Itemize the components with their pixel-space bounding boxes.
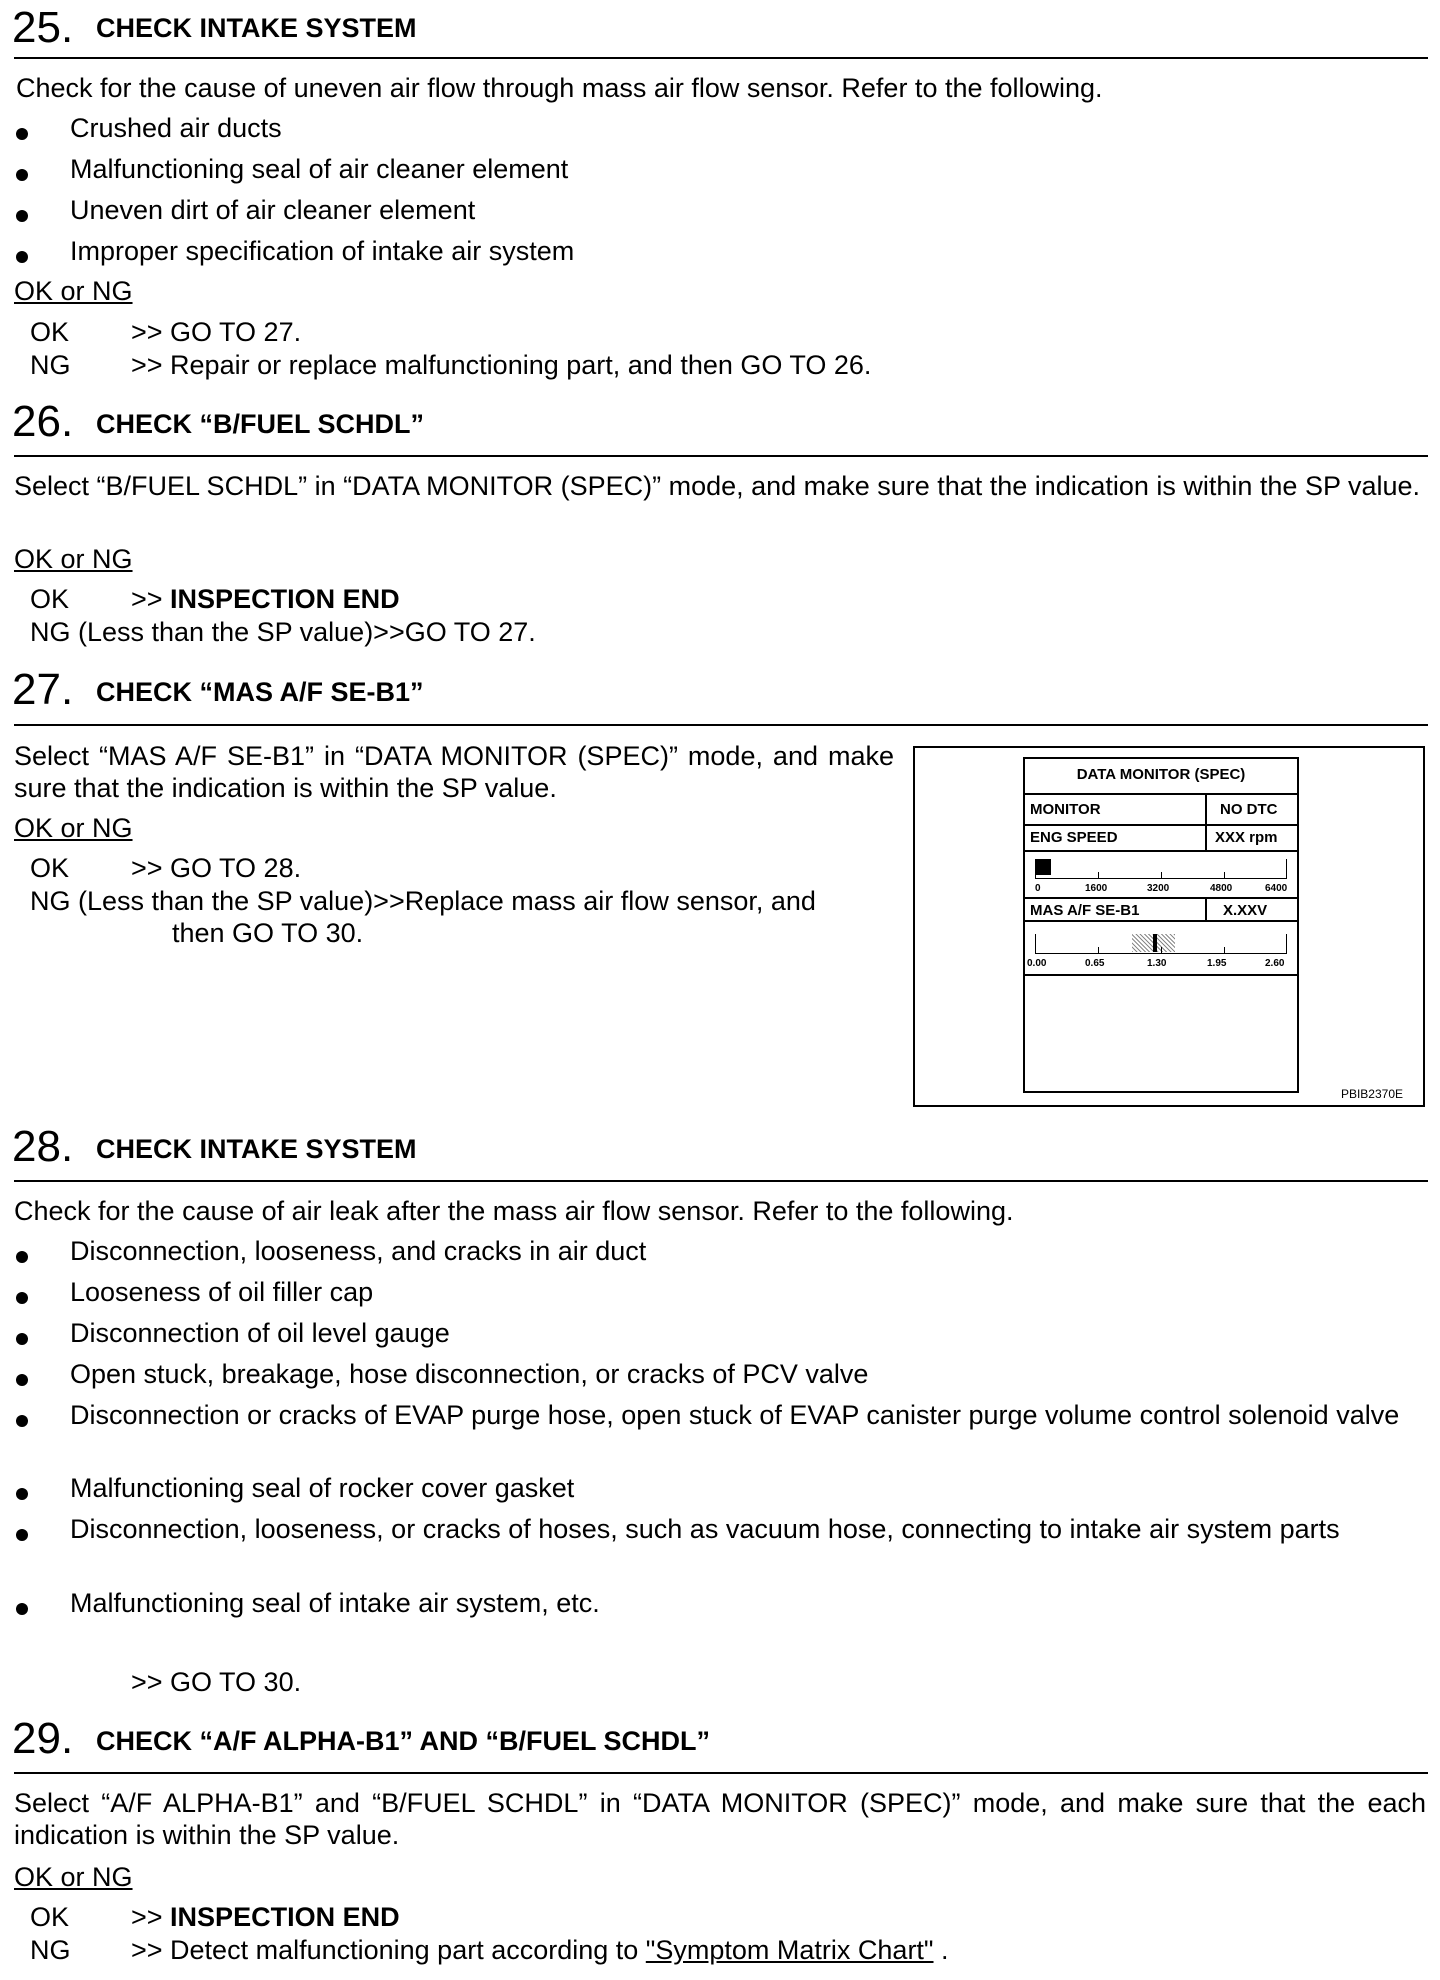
step-26-intro: Select “B/FUEL SCHDL” in “DATA MONITOR (SPEC)” mode, and make sure that the indication is within the SP value. (14, 471, 1421, 501)
list-item: Looseness of oil filler cap (70, 1277, 374, 1307)
ok-result (131, 1901, 400, 1933)
data-monitor-screen (1023, 757, 1299, 1093)
step-26-rule (14, 455, 1428, 457)
eng-speed-gauge (1035, 859, 1287, 879)
ok-or-ng-heading: OK or NG (14, 1862, 133, 1892)
divider (1025, 920, 1297, 922)
ok-or-ng-heading: OK or NG (14, 276, 133, 306)
goto-result: >> GO TO 30. (131, 1667, 302, 1697)
monitor-label: MONITOR (1030, 801, 1101, 818)
list-item: Open stuck, breakage, hose disconnection, or cracks of PCV valve (70, 1359, 869, 1389)
ng-result: >> Repair or replace malfunctioning part, and then GO TO 26. (131, 350, 872, 380)
tick-label: 1.95 (1207, 958, 1227, 969)
ng-suffix: . (933, 1935, 949, 1965)
tick-label: 0 (1035, 883, 1041, 894)
tick-label: 4800 (1210, 883, 1233, 894)
step-28-intro: Check for the cause of air leak after the mass air flow sensor. Refer to the following. (14, 1196, 1014, 1226)
ng-result (131, 1934, 949, 1966)
step-28-rule (14, 1180, 1428, 1182)
step-26-title: CHECK “B/FUEL SCHDL” (96, 409, 425, 439)
bullet-icon (16, 1488, 28, 1500)
inspection-end-text: INSPECTION END (170, 584, 400, 614)
step-29-title: CHECK “A/F ALPHA-B1” AND “B/FUEL SCHDL” (96, 1726, 710, 1756)
ok-label: OK (30, 1902, 70, 1932)
ok-label: OK (30, 853, 70, 883)
bullet-icon (16, 169, 28, 181)
eng-speed-fill (1036, 859, 1051, 875)
list-item: Malfunctioning seal of intake air system, etc. (70, 1588, 600, 1618)
tick-label: 0.00 (1027, 958, 1047, 969)
bullet-icon (16, 1529, 28, 1541)
bullet-icon (16, 1415, 28, 1427)
tick-mark (1098, 947, 1099, 953)
step-25-rule (14, 57, 1428, 59)
ng-prefix: >> Detect malfunctioning part according to (131, 1935, 646, 1965)
tick-label: 2.60 (1265, 958, 1285, 969)
step-27-intro: Select “MAS A/F SE-B1” in “DATA MONITOR (SPEC)” mode, and make sure that the indication is within the SP value. (14, 741, 894, 803)
list-item: Malfunctioning seal of air cleaner element (70, 154, 569, 184)
list-item: Improper specification of intake air system (70, 236, 575, 266)
bullet-icon (16, 1603, 28, 1615)
ok-prefix: >> (131, 1902, 171, 1932)
bullet-icon (16, 1251, 28, 1263)
step-26-number: 26. (12, 397, 74, 446)
maf-marker (1153, 934, 1157, 952)
tick-label: 0.65 (1085, 958, 1105, 969)
ok-result (131, 583, 400, 615)
ok-label: OK (30, 317, 70, 347)
bullet-icon (16, 1333, 28, 1345)
data-monitor-figure (913, 746, 1425, 1107)
ng-result-continued: then GO TO 30. (172, 918, 364, 948)
list-item: Uneven dirt of air cleaner element (70, 195, 476, 225)
list-item: Crushed air ducts (70, 113, 282, 143)
divider (1025, 824, 1297, 826)
bullet-icon (16, 1292, 28, 1304)
tick-mark (1224, 947, 1225, 953)
list-item: Disconnection, looseness, and cracks in air duct (70, 1236, 647, 1266)
step-29-intro: Select “A/F ALPHA-B1” and “B/FUEL SCHDL” in “DATA MONITOR (SPEC)” mode, and make sure that the each indication is within the SP value. (14, 1788, 1426, 1850)
ok-prefix: >> (131, 584, 171, 614)
figure-header: DATA MONITOR (SPEC) (1076, 766, 1246, 783)
bullet-icon (16, 128, 28, 140)
eng-speed-value: XXX rpm (1215, 829, 1278, 846)
divider (1025, 897, 1297, 899)
tick-label: 1600 (1085, 883, 1108, 894)
figure-code: PBIB2370E (1340, 1087, 1403, 1101)
tick-mark (1161, 947, 1162, 953)
column-divider (1205, 793, 1207, 852)
maf-label: MAS A/F SE-B1 (1030, 902, 1140, 919)
tick-label: 1.30 (1147, 958, 1167, 969)
step-27-number: 27. (12, 665, 74, 714)
bullet-icon (16, 1374, 28, 1386)
ok-result: >> GO TO 28. (131, 853, 302, 883)
step-25-number: 25. (12, 3, 74, 52)
bullet-icon (16, 251, 28, 263)
column-divider (1205, 897, 1207, 922)
inspection-end-text: INSPECTION END (170, 1902, 400, 1932)
ng-label: NG (30, 1935, 71, 1965)
tick-label: 6400 (1265, 883, 1288, 894)
step-25-intro: Check for the cause of uneven air flow through mass air flow sensor. Refer to the following. (16, 73, 1103, 103)
ok-result: >> GO TO 27. (131, 317, 302, 347)
step-29-rule (14, 1772, 1428, 1774)
list-item: Disconnection, looseness, or cracks of hoses, such as vacuum hose, connecting to intake air system parts (70, 1514, 1340, 1544)
ok-label: OK (30, 584, 70, 614)
step-29-number: 29. (12, 1714, 74, 1763)
tick-mark (1224, 872, 1225, 878)
bullet-icon (16, 210, 28, 222)
tick-mark (1098, 872, 1099, 878)
maf-gauge (1035, 934, 1287, 954)
divider (1025, 793, 1297, 795)
ok-or-ng-heading: OK or NG (14, 813, 133, 843)
divider (1025, 974, 1297, 976)
ok-or-ng-heading: OK or NG (14, 544, 133, 574)
monitor-value: NO DTC (1220, 801, 1278, 818)
step-25-title: CHECK INTAKE SYSTEM (96, 13, 417, 43)
list-item: Malfunctioning seal of rocker cover gasket (70, 1473, 575, 1503)
ng-label: NG (30, 350, 71, 380)
list-item: Disconnection or cracks of EVAP purge hose, open stuck of EVAP canister purge volume control solenoid valve (70, 1400, 1400, 1430)
tick-label: 3200 (1147, 883, 1170, 894)
tick-mark (1161, 872, 1162, 878)
step-28-number: 28. (12, 1122, 74, 1171)
list-item: Disconnection of oil level gauge (70, 1318, 450, 1348)
step-28-title: CHECK INTAKE SYSTEM (96, 1134, 417, 1164)
ng-result: NG (Less than the SP value)>>GO TO 27. (30, 617, 536, 647)
step-27-title: CHECK “MAS A/F SE-B1” (96, 677, 424, 707)
divider (1025, 850, 1297, 852)
step-27-rule (14, 724, 1428, 726)
ng-result: NG (Less than the SP value)>>Replace mass air flow sensor, and (30, 886, 816, 916)
symptom-matrix-chart-link[interactable]: "Symptom Matrix Chart" (645, 1935, 934, 1965)
maf-value: X.XXV (1223, 902, 1268, 919)
eng-speed-label: ENG SPEED (1030, 829, 1118, 846)
